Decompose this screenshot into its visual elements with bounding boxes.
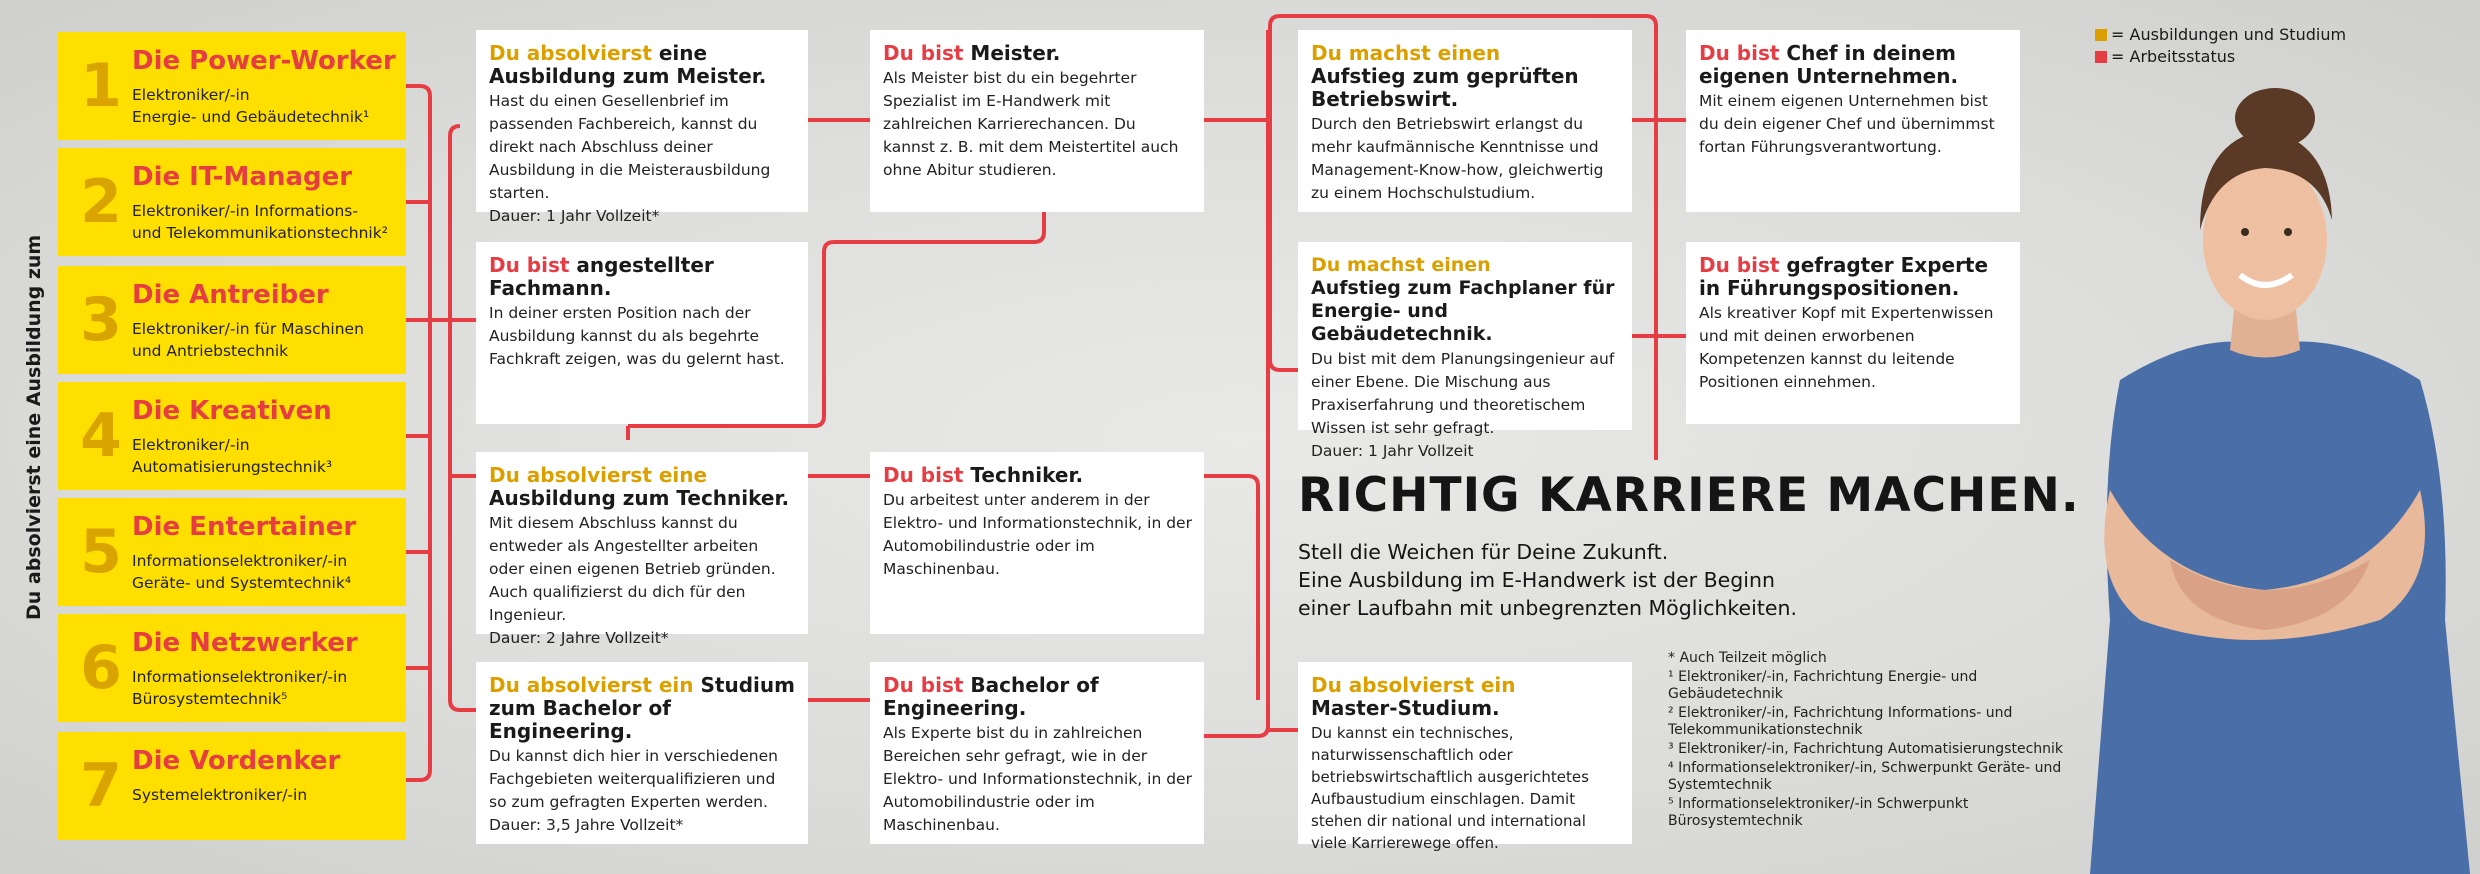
profession-number: 5	[80, 517, 122, 587]
card-techniker[interactable]	[870, 452, 1204, 634]
profession-box-2[interactable]	[58, 148, 406, 256]
card-experte[interactable]	[1686, 242, 2020, 424]
card-body: Als kreativer Kopf mit Expertenwissen und mit deinen erworbenen Kompetenzen kannst du leitende Positionen einnehmen.	[1699, 304, 1994, 391]
footnote: ⁵ Informationselektroniker/-in Schwerpunkt Bürosystemtechnik	[1668, 796, 1969, 829]
footnote: ³ Elektroniker/-in, Fachrichtung Automatisierungstechnik	[1668, 741, 2064, 757]
card-chef[interactable]	[1686, 30, 2020, 212]
card-fachplaner[interactable]	[1298, 242, 1632, 460]
card-bachelor-studium[interactable]	[476, 662, 808, 844]
footnote: ² Elektroniker/-in, Fachrichtung Informations- und Telekommunikationstechnik	[1668, 705, 2013, 738]
card-master-studium[interactable]	[1298, 662, 1632, 852]
card-heading: Du bist Chef in deinem eigenen Unternehmen.	[1699, 41, 1959, 88]
card-heading: Du machst einen Aufstieg zum geprüften Betriebswirt.	[1311, 41, 1579, 111]
profession-subtitle: Elektroniker/-in Energie- und Gebäudetechnik¹	[132, 86, 370, 126]
profession-box-7[interactable]	[58, 732, 406, 840]
side-label: Du absolvierst eine Ausbildung zum	[23, 234, 45, 620]
footnote: ⁴ Informationselektroniker/-in, Schwerpunkt Geräte- und Systemtechnik	[1668, 760, 2062, 793]
profession-title: Die Power-Worker	[132, 46, 396, 76]
profession-number: 7	[80, 751, 122, 821]
card-fachmann[interactable]	[476, 242, 808, 424]
card-meister[interactable]	[870, 30, 1204, 212]
card-body: Du kannst dich hier in verschiedenen Fachgebieten weiterqualifizieren und so zum gefragten Experten werden. Dauer: 3,5 Jahre Vollzeit*	[489, 747, 778, 834]
profession-number: 1	[80, 51, 122, 121]
profession-title: Die IT-Manager	[132, 162, 353, 192]
tagline: Stell die Weichen für Deine Zukunft. Eine Ausbildung im E-Handwerk ist der Beginn einer Laufbahn mit unbegrenzten Möglichkeiten.	[1298, 540, 1797, 620]
profession-number: 6	[80, 633, 122, 703]
profession-title: Die Kreativen	[132, 396, 332, 426]
card-heading: Du absolvierst ein Master-Studium.	[1311, 673, 1516, 720]
card-heading: Du absolvierst ein Studium zum Bachelor of Engineering.	[489, 673, 795, 743]
card-body: Durch den Betriebswirt erlangst du mehr kaufmännische Kenntnisse und Management-Know-how, gleichwertig zu einem Hochschulstudium.	[1311, 115, 1604, 202]
profession-box-3[interactable]	[58, 266, 406, 374]
card-body: Mit diesem Abschluss kannst du entweder als Angestellter arbeiten oder einen eigenen Betrieb gründen. Auch qualifizierst du dich für den Ingenieur. Dauer: 2 Jahre Vollzeit*	[489, 514, 776, 647]
card-heading: Du absolvierst eine Ausbildung zum Meister.	[489, 41, 767, 88]
profession-number: 2	[80, 167, 122, 237]
profession-title: Die Netzwerker	[132, 628, 358, 658]
card-heading: Du bist Bachelor of Engineering.	[883, 673, 1099, 720]
card-bachelor[interactable]	[870, 662, 1204, 844]
legend-item-ausbildung: = Ausbildungen und Studium	[2095, 24, 2346, 46]
footnote: * Auch Teilzeit möglich	[1668, 650, 1827, 666]
woman-photo	[2050, 60, 2480, 874]
profession-number: 4	[80, 401, 122, 471]
card-body: Du kannst ein technisches, naturwissenschaftlich oder betriebswirtschaftlich ausgerichtetes Aufbaustudium einschlagen. Damit stehen dir national und international viele Karrierewege offen.	[1311, 724, 1589, 852]
card-body: Du bist mit dem Planungsingenieur auf einer Ebene. Die Mischung aus Praxiserfahrung und theoretischem Wissen ist sehr gefragt. Dauer: 1 Jahr Vollzeit	[1311, 350, 1615, 460]
legend-swatch-yellow	[2095, 29, 2107, 41]
profession-subtitle: Informationselektroniker/-in Geräte- und Systemtechnik⁴	[132, 552, 352, 592]
card-techniker-ausbildung[interactable]	[476, 452, 808, 647]
card-body: Mit einem eigenen Unternehmen bist du dein eigener Chef und übernimmst fortan Führungsverantwortung.	[1699, 92, 1995, 156]
profession-title: Die Vordenker	[132, 746, 341, 776]
profession-number: 3	[80, 285, 122, 355]
card-heading: Du bist angestellter Fachmann.	[489, 253, 714, 300]
card-heading: Du bist Meister.	[883, 41, 1061, 65]
card-body: Du arbeitest unter anderem in der Elektro- und Informationstechnik, in der Automobilindustrie oder im Maschinenbau.	[883, 491, 1192, 578]
profession-subtitle: Informationselektroniker/-in Bürosystemtechnik⁵	[132, 668, 348, 708]
card-heading: Du absolvierst eine Ausbildung zum Techniker.	[489, 463, 790, 510]
card-body: Hast du einen Gesellenbrief im passenden Fachbereich, kannst du direkt nach Abschluss deiner Ausbildung in die Meisterausbildung starten. Dauer: 1 Jahr Vollzeit*	[489, 92, 771, 225]
profession-subtitle: Systemelektroniker/-in	[132, 786, 308, 804]
profession-box-6[interactable]	[58, 614, 406, 722]
profession-box-1[interactable]	[58, 32, 406, 140]
profession-subtitle: Elektroniker/-in Informations- und Telekommunikationstechnik²	[132, 202, 388, 242]
card-heading: Du bist gefragter Experte in Führungspositionen.	[1699, 253, 1989, 300]
profession-subtitle: Elektroniker/-in Automatisierungstechnik³	[132, 436, 333, 476]
card-heading: Du machst einen Aufstieg zum Fachplaner für Energie- und Gebäudetechnik.	[1311, 254, 1615, 345]
profession-title: Die Entertainer	[132, 512, 357, 542]
profession-title: Die Antreiber	[132, 280, 329, 310]
card-heading: Du bist Techniker.	[883, 463, 1084, 487]
headline: RICHTIG KARRIERE MACHEN.	[1298, 468, 2080, 523]
profession-box-4[interactable]	[58, 382, 406, 490]
profession-subtitle: Elektroniker/-in für Maschinen und Antriebstechnik	[132, 320, 364, 360]
card-meister-ausbildung[interactable]	[476, 30, 808, 225]
card-body: Als Meister bist du ein begehrter Spezialist im E-Handwerk mit zahlreichen Karrierechancen. Du kannst z. B. mit dem Meistertitel auch ohne Abitur studieren.	[883, 69, 1179, 179]
profession-box-5[interactable]	[58, 498, 406, 606]
card-body: Als Experte bist du in zahlreichen Bereichen sehr gefragt, wie in der Elektro- und Informationstechnik, in der Automobilindustrie oder im Maschinenbau.	[883, 724, 1192, 834]
legend-item-status: = Arbeitsstatus	[2095, 46, 2346, 68]
card-betriebswirt[interactable]	[1298, 30, 1632, 212]
footnote: ¹ Elektroniker/-in, Fachrichtung Energie- und Gebäudetechnik	[1668, 669, 1978, 702]
footnotes	[1668, 650, 2088, 832]
card-body: In deiner ersten Position nach der Ausbildung kannst du als begehrte Fachkraft zeigen, was du gelernt hast.	[489, 304, 785, 368]
